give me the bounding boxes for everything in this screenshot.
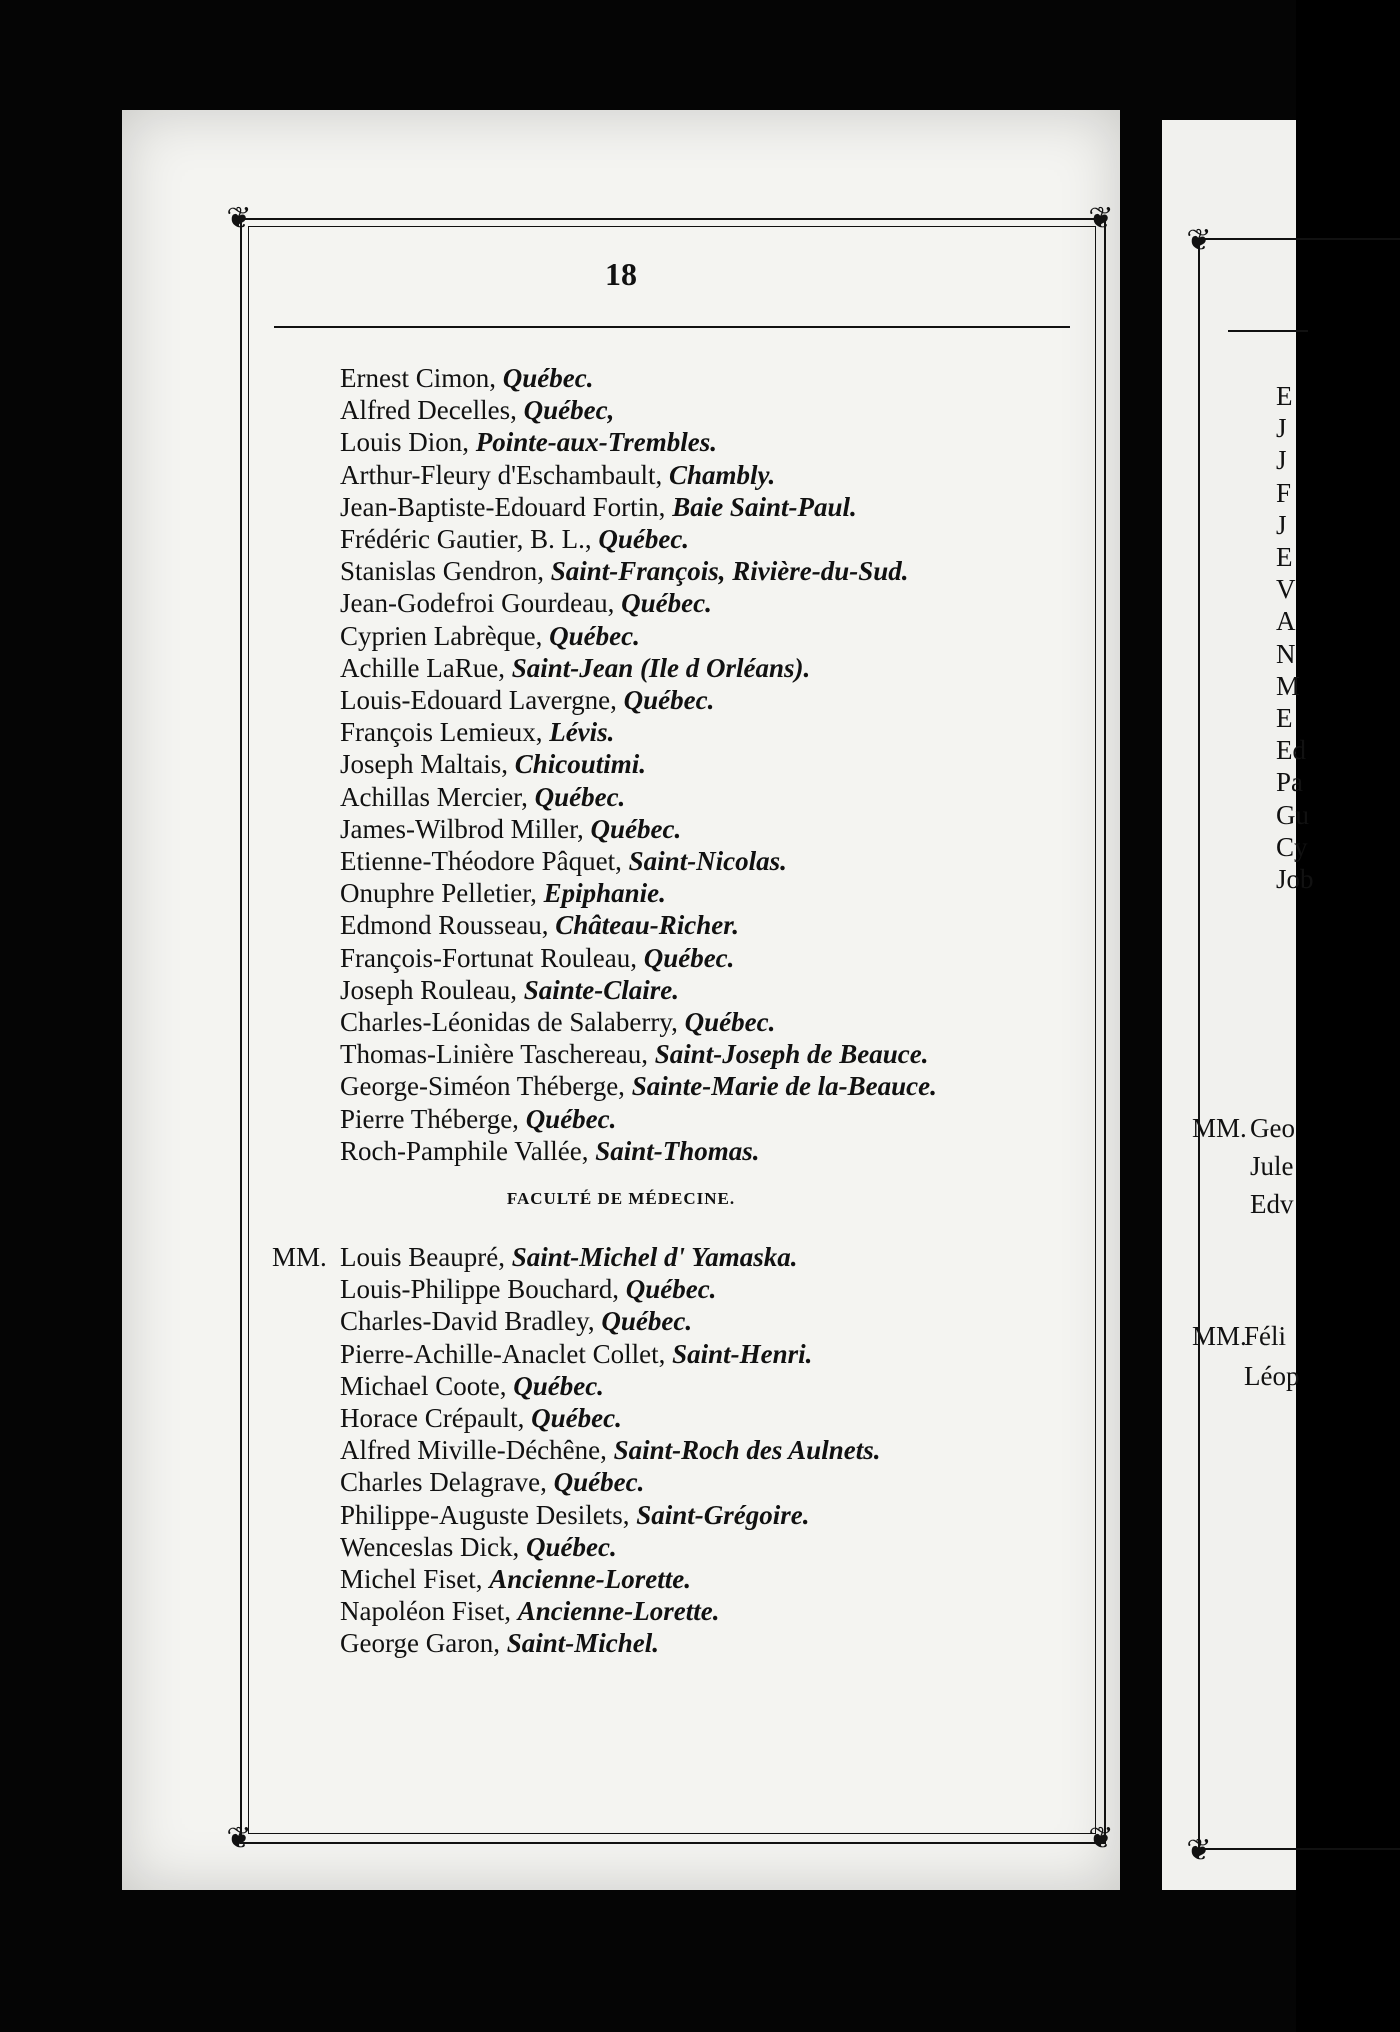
person-name: Ernest Cimon,: [340, 363, 503, 393]
person-name: Achillas Mercier,: [340, 781, 535, 812]
person-name: Louis-Edouard Lavergne,: [340, 685, 624, 715]
adjacent-corner-ornament-top: ❦: [1186, 223, 1212, 258]
person-name: James-Wilbrod Miller,: [340, 813, 591, 844]
list-item: [340, 1103, 616, 1135]
list-item: [340, 845, 787, 877]
person-name: Etienne-Théodore Pâquet,: [340, 846, 629, 876]
adjacent-line-fragment: E: [1276, 381, 1293, 411]
list-item: [340, 426, 717, 458]
place-name: Québec.: [598, 524, 690, 554]
list-item: [340, 1627, 659, 1659]
person-name: Arthur-Fleury d'Eschambault,: [340, 459, 669, 490]
list-item: [340, 716, 614, 748]
place-name: Sainte-Claire.: [523, 974, 679, 1005]
corner-ornament-top-right: ❦: [1088, 201, 1114, 236]
place-name: Château-Richer.: [555, 910, 740, 941]
list-item: [340, 1531, 617, 1563]
person-name: Louis Dion,: [340, 427, 476, 458]
adjacent-page-border: [1198, 238, 1400, 1850]
place-name: Ancienne-Lorette.: [517, 1596, 720, 1627]
person-name: Onuphre Pelletier,: [340, 878, 544, 909]
place-name: Ancienne-Lorette.: [489, 1564, 691, 1594]
person-name: Charles Delagrave,: [340, 1467, 554, 1498]
adjacent-line-fragment: J: [1276, 509, 1287, 540]
adjacent-line-fragment: Pa: [1276, 767, 1303, 798]
list-item: [340, 1070, 937, 1102]
person-name: Pierre-Achille-Anaclet Collet,: [340, 1338, 673, 1369]
place-name: Saint-Michel d' Yamaska.: [511, 1242, 798, 1272]
list-item: [340, 1499, 810, 1531]
person-name: George Garon,: [340, 1628, 507, 1659]
adjacent-line-fragment: E: [1276, 542, 1293, 572]
page-number: 18: [605, 256, 637, 292]
place-name: Québec.: [643, 942, 735, 973]
adjacent-line-fragment: J: [1276, 445, 1287, 476]
adjacent-group-prefix: MM.: [1192, 1113, 1247, 1143]
adjacent-line-fragment: N: [1276, 638, 1296, 669]
person-name: Louis Beaupré,: [340, 1242, 512, 1272]
list-item: [340, 1402, 622, 1434]
place-name: Saint-Roch des Aulnets.: [613, 1435, 881, 1466]
adjacent-page-rule: [1228, 330, 1308, 332]
person-name: Louis-Philippe Bouchard,: [340, 1274, 626, 1305]
person-name: Napoléon Fiset,: [340, 1596, 518, 1627]
person-name: Alfred Decelles,: [340, 395, 524, 426]
place-name: Saint-Joseph de Beauce.: [654, 1039, 929, 1070]
person-name: François-Fortunat Rouleau,: [340, 942, 644, 973]
person-name: Joseph Maltais,: [340, 749, 515, 780]
adjacent-name-fragment: Jule: [1250, 1151, 1294, 1181]
adjacent-line-fragment: A: [1276, 606, 1296, 637]
place-name: Chambly.: [669, 459, 776, 490]
person-name: Cyprien Labrèque,: [340, 620, 550, 651]
list-item: [340, 1595, 719, 1627]
list-item: [340, 877, 666, 909]
person-name: Alfred Miville-Déchêne,: [340, 1435, 614, 1466]
list-item: [340, 1466, 644, 1498]
place-name: Saint-Michel.: [506, 1628, 659, 1659]
place-name: Québec.: [625, 1274, 717, 1305]
adjacent-line-fragment: J: [1276, 413, 1287, 444]
list-item: [340, 813, 681, 845]
person-name: Stanislas Gendron,: [340, 556, 551, 587]
list-item: [340, 1434, 880, 1466]
group-prefix: MM.: [272, 1242, 327, 1272]
adjacent-line-fragment: Gu: [1276, 799, 1309, 830]
corner-ornament-top-left: ❦: [226, 201, 252, 236]
person-name: Philippe-Auguste Desilets,: [340, 1499, 637, 1530]
place-name: Québec,: [523, 395, 615, 426]
place-name: Saint-Thomas.: [595, 1135, 760, 1166]
person-name: Thomas-Linière Taschereau,: [340, 1039, 655, 1070]
list-item: [340, 1006, 775, 1038]
person-name: Wenceslas Dick,: [340, 1531, 527, 1562]
place-name: Québec.: [513, 1370, 604, 1401]
book-page: [122, 110, 1120, 1890]
person-name: Achille LaRue,: [340, 652, 512, 683]
adjacent-line-fragment: Job: [1276, 864, 1314, 894]
list-item: [340, 620, 640, 652]
list-item: [340, 748, 646, 780]
person-name: George-Siméon Théberge,: [340, 1071, 632, 1102]
corner-ornament-bottom-left: ❦: [226, 1821, 252, 1856]
list-item: [340, 1338, 812, 1370]
adjacent-name-fragment: Edv: [1250, 1189, 1294, 1219]
list-item: [340, 1135, 760, 1167]
place-name: Québec.: [553, 1467, 645, 1498]
list-item: [340, 1305, 692, 1337]
adjacent-line-fragment: F: [1276, 477, 1292, 508]
section-heading: FACULTÉ DE MÉDECINE.: [506, 1189, 736, 1208]
adjacent-page: [1162, 120, 1314, 1890]
person-name: Charles-David Bradley,: [340, 1306, 602, 1337]
place-name: Québec.: [684, 1007, 776, 1037]
place-name: Lévis.: [549, 717, 615, 748]
place-name: Québec.: [621, 588, 712, 619]
list-item: [340, 1563, 691, 1595]
place-name: Saint-Jean (Ile d Orléans).: [511, 652, 811, 683]
person-name: François Lemieux,: [340, 717, 550, 748]
place-name: Québec.: [590, 813, 682, 844]
place-name: Saint-François, Rivière-du-Sud.: [550, 556, 909, 587]
adjacent-group-prefix: MM.: [1192, 1321, 1247, 1351]
header-rule: [274, 326, 1070, 328]
person-name: Pierre Théberge,: [340, 1103, 526, 1134]
adjacent-name-fragment: Léop: [1244, 1361, 1300, 1391]
list-item: [340, 1038, 928, 1070]
list-item: [340, 1370, 604, 1402]
list-item: [340, 362, 593, 394]
person-name: Michel Fiset,: [340, 1564, 490, 1594]
person-name: Frédéric Gautier, B. L.,: [340, 524, 599, 554]
adjacent-line-fragment: Ed: [1276, 735, 1306, 766]
list-item: [340, 491, 857, 523]
place-name: Québec.: [623, 685, 715, 715]
person-name: Joseph Rouleau,: [340, 974, 524, 1005]
person-name: Roch-Pamphile Vallée,: [340, 1135, 596, 1166]
list-item: [340, 523, 689, 555]
place-name: Saint-Grégoire.: [636, 1499, 810, 1530]
person-name: Charles-Léonidas de Salaberry,: [340, 1007, 685, 1037]
list-item: [340, 684, 714, 716]
place-name: Sainte-Marie de la-Beauce.: [631, 1071, 937, 1102]
person-name: Jean-Godefroi Gourdeau,: [340, 588, 622, 619]
adjacent-line-fragment: E: [1276, 703, 1293, 733]
adjacent-name-fragment: Féli: [1244, 1321, 1287, 1351]
adjacent-line-fragment: M: [1276, 670, 1301, 701]
adjacent-corner-ornament-bottom: ❦: [1186, 1833, 1212, 1868]
place-name: Québec.: [601, 1306, 693, 1337]
list-item: [340, 1241, 798, 1273]
place-name: Pointe-aux-Trembles.: [475, 427, 717, 458]
corner-ornament-bottom-right: ❦: [1088, 1821, 1114, 1856]
list-item: [340, 974, 679, 1006]
place-name: Québec.: [534, 781, 626, 812]
place-name: Québec.: [525, 1103, 617, 1134]
list-item: [340, 781, 625, 813]
place-name: Baie Saint-Paul.: [672, 491, 857, 522]
list-item: [340, 652, 810, 684]
place-name: Chicoutimi.: [514, 749, 647, 780]
person-name: Michael Coote,: [340, 1370, 514, 1401]
place-name: Québec.: [502, 363, 594, 393]
place-name: Québec.: [526, 1531, 617, 1562]
adjacent-name-fragment: Geo: [1250, 1113, 1295, 1143]
list-item: [340, 394, 614, 426]
person-name: Horace Crépault,: [340, 1403, 532, 1433]
list-item: [340, 555, 909, 587]
list-item: [340, 587, 712, 619]
list-item: [340, 942, 734, 974]
list-item: [340, 459, 775, 491]
adjacent-line-fragment: V: [1276, 574, 1296, 605]
place-name: Québec.: [549, 620, 640, 651]
person-name: Edmond Rousseau,: [340, 910, 556, 941]
place-name: Québec.: [531, 1403, 622, 1433]
adjacent-line-fragment: Cy: [1276, 831, 1308, 862]
person-name: Jean-Baptiste-Edouard Fortin,: [340, 491, 673, 522]
place-name: Saint-Nicolas.: [628, 846, 787, 876]
list-item: [340, 909, 739, 941]
place-name: Epiphanie.: [543, 878, 666, 909]
place-name: Saint-Henri.: [672, 1338, 813, 1369]
list-item: [340, 1273, 716, 1305]
